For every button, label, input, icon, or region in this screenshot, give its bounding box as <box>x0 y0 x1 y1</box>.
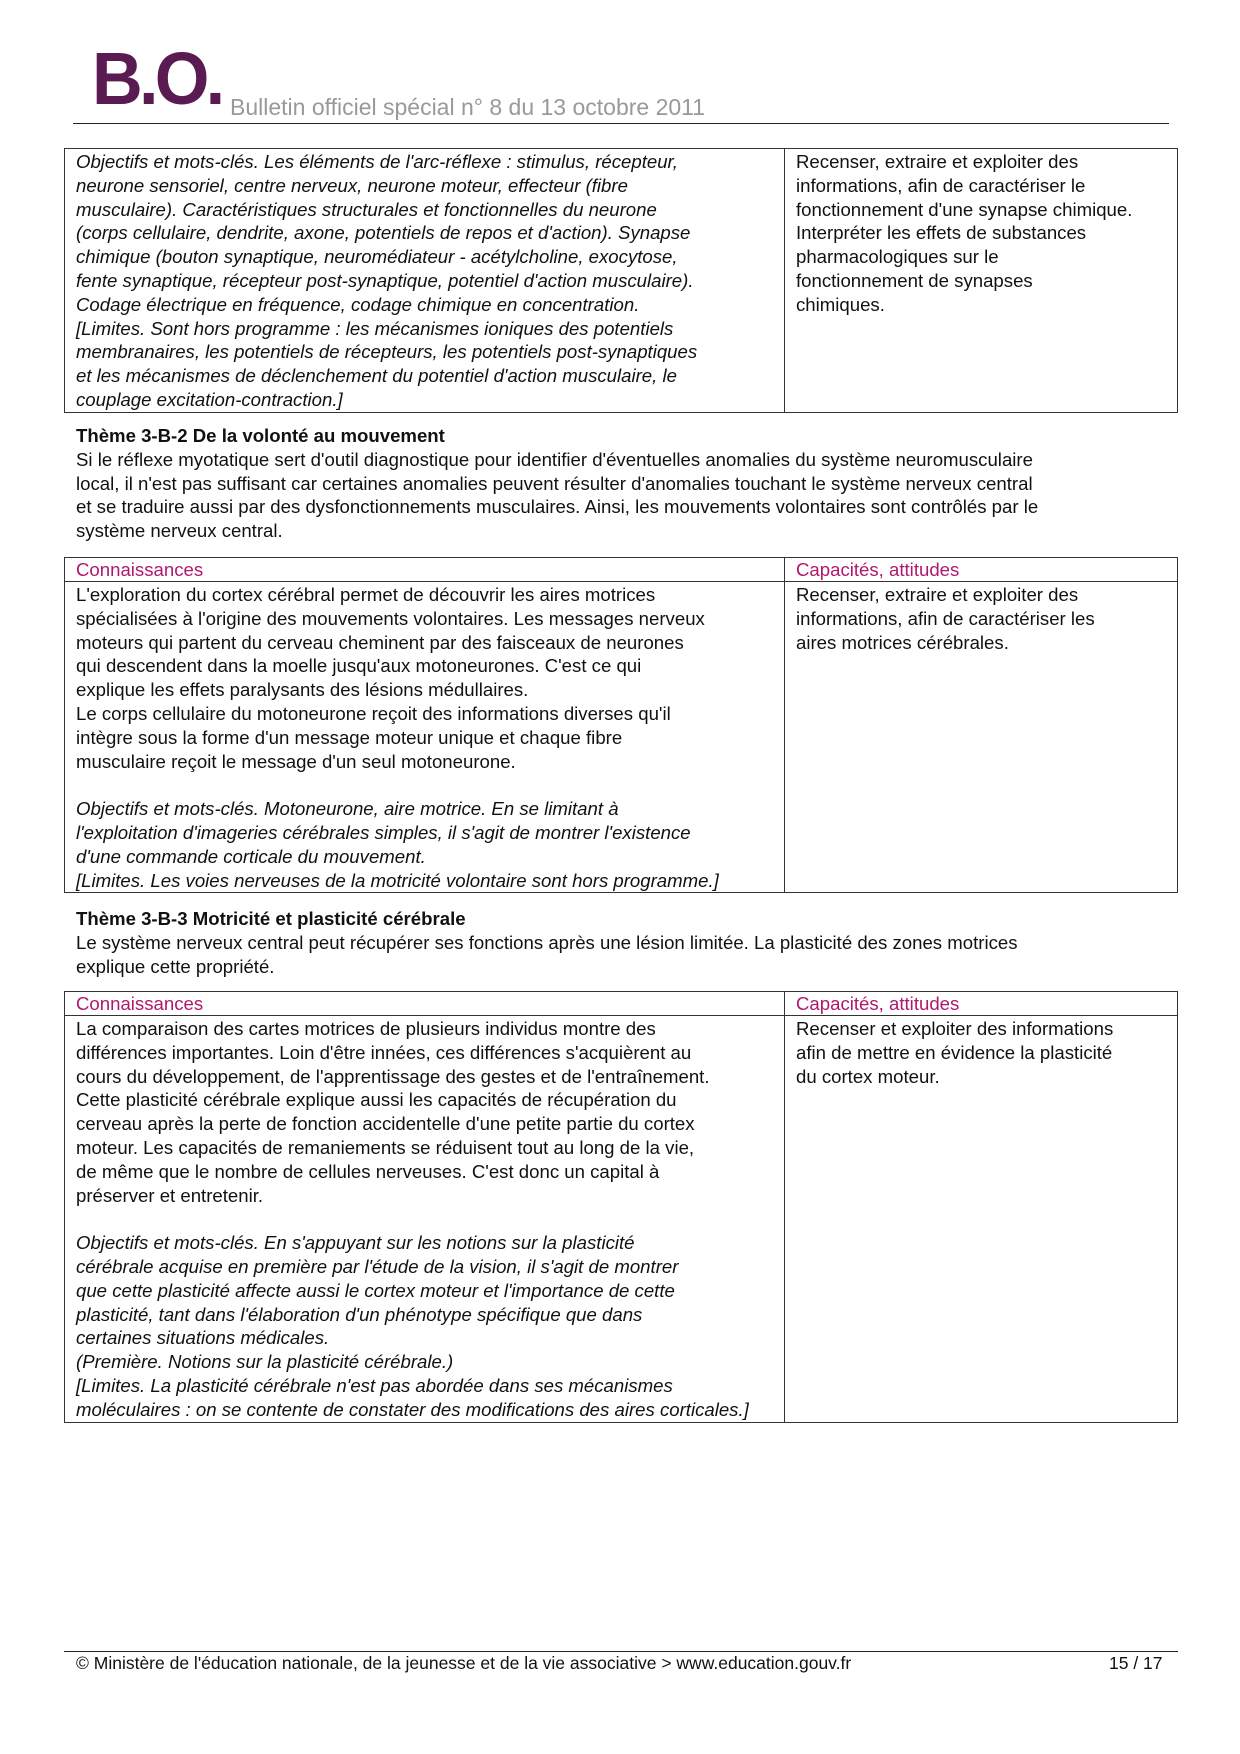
bulletin-title: Bulletin officiel spécial n° 8 du 13 octobre 2011 <box>230 94 706 120</box>
text-line: chimiques. <box>796 293 885 315</box>
text-line: (corps cellulaire, dendrite, axone, potentiels de repos et d'action). Synapse <box>76 222 691 244</box>
text-line: moteurs qui partent du cerveau cheminent par des faisceaux de neurones <box>76 631 684 653</box>
text-line: informations, afin de caractériser les <box>796 607 1095 629</box>
text-line: moteur. Les capacités de remaniements se réduisent tout au long de la vie, <box>76 1136 695 1158</box>
text-line: plasticité, tant dans l'élaboration d'un phénotype spécifique que dans <box>76 1303 643 1325</box>
text-line: de même que le nombre de cellules nerveuses. C'est donc un capital à <box>76 1160 660 1182</box>
text-line: Objectifs et mots-clés. Motoneurone, aire motrice. En se limitant à <box>76 798 619 820</box>
text-line: informations, afin de caractériser le <box>796 174 1086 196</box>
text-line: Si le réflexe myotatique sert d'outil diagnostique pour identifier d'éventuelles anomalies du système neuromusculaire <box>76 448 1033 470</box>
text-line: Objectifs et mots-clés. En s'appuyant sur les notions sur la plasticité <box>76 1232 635 1254</box>
text-line: Recenser, extraire et exploiter des <box>796 151 1079 172</box>
col-capacites: Capacités, attitudes <box>785 992 1178 1016</box>
text-line: neurone sensoriel, centre nerveux, neurone moteur, effecteur (fibre <box>76 174 628 196</box>
text-line: l'exploitation d'imageries cérébrales simples, il s'agit de montrer l'existence <box>76 821 691 843</box>
footer-divider <box>64 1651 1178 1652</box>
text-line: couplage excitation-contraction.] <box>76 388 343 410</box>
text-line: fonctionnement d'une synapse chimique. <box>796 198 1133 220</box>
table3-left <box>65 1016 785 1423</box>
table-volonte-mouvement <box>64 557 1178 893</box>
theme-3b3 <box>76 907 1176 978</box>
text-line: différences importantes. Loin d'être innées, ces différences s'acquièrent au <box>76 1041 692 1063</box>
text-line: La comparaison des cartes motrices de plusieurs individus montre des <box>76 1018 656 1039</box>
table2-objectives <box>76 797 774 892</box>
text-line: [Limites. Sont hors programme : les mécanismes ioniques des potentiels <box>76 317 674 339</box>
text-line: système nerveux central. <box>76 520 283 542</box>
text-line: cours du développement, de l'apprentissage des gestes et de l'entraînement. <box>76 1065 710 1087</box>
text-line: fonctionnement de synapses <box>796 269 1033 291</box>
footer-text: © Ministère de l'éducation nationale, de la jeunesse et de la vie associative > www.education.gouv.fr <box>76 1653 852 1673</box>
text-line: pharmacologiques sur le <box>796 246 999 268</box>
theme-3b2-title: Thème 3-B-2 De la volonté au mouvement <box>76 425 445 446</box>
text-line: cerveau après la perte de fonction accidentelle d'une petite partie du cortex <box>76 1113 695 1135</box>
text-line: cérébrale acquise en première par l'étude de la vision, il s'agit de montrer <box>76 1255 679 1277</box>
theme-3b3-text <box>76 931 1176 979</box>
col-capacites: Capacités, attitudes <box>785 558 1178 582</box>
col-connaissances: Connaissances <box>65 992 785 1016</box>
text-line: et se traduire aussi par des dysfonctionnements musculaires. Ainsi, les mouvements volontaires sont contrôlés par le <box>76 496 1039 518</box>
text-line: Objectifs et mots-clés. Les éléments de l'arc-réflexe : stimulus, récepteur, <box>76 151 678 172</box>
text-line: Le système nerveux central peut récupérer ses fonctions après une lésion limitée. La plasticité des zones motrices <box>76 931 1018 953</box>
table3-right <box>785 1016 1178 1423</box>
col-connaissances: Connaissances <box>65 558 785 582</box>
table2-right <box>785 582 1178 893</box>
bo-logo: B.O. <box>92 37 222 120</box>
text-line: (Première. Notions sur la plasticité cérébrale.) <box>76 1351 454 1373</box>
theme-3b2-text <box>76 448 1176 543</box>
table2-knowledge <box>76 583 774 773</box>
text-line: intègre sous la forme d'un message moteur unique et chaque fibre <box>76 726 623 748</box>
text-line: Cette plasticité cérébrale explique aussi les capacités de récupération du <box>76 1089 677 1111</box>
theme-3b2 <box>76 424 1176 543</box>
text-line: Interpréter les effets de substances <box>796 222 1087 244</box>
text-line: Codage électrique en fréquence, codage chimique en concentration. <box>76 293 640 315</box>
text-line: Recenser et exploiter des informations <box>796 1018 1114 1039</box>
text-line: Recenser, extraire et exploiter des <box>796 584 1079 605</box>
text-line: explique cette propriété. <box>76 955 275 977</box>
text-line: afin de mettre en évidence la plasticité <box>796 1041 1113 1063</box>
text-line: qui descendent dans la moelle jusqu'aux motoneurones. C'est ce qui <box>76 655 642 677</box>
text-line: local, il n'est pas suffisant car certaines anomalies peuvent résulter d'anomalies touchant le système nerveux central <box>76 472 1033 494</box>
text-line: musculaire reçoit le message d'un seul motoneurone. <box>76 750 516 772</box>
text-line: moléculaires : on se contente de constater des modifications des aires corticales.] <box>76 1398 749 1420</box>
text-line: d'une commande corticale du mouvement. <box>76 845 426 867</box>
text-line: membranaires, les potentiels de récepteurs, les potentiels post-synaptiques <box>76 341 698 363</box>
theme-3b3-title: Thème 3-B-3 Motricité et plasticité cérébrale <box>76 908 466 929</box>
page-number: 15 / 17 <box>1109 1653 1163 1673</box>
header-divider <box>73 123 1169 124</box>
text-line: fente synaptique, récepteur post-synaptique, potentiel d'action musculaire). <box>76 269 694 291</box>
text-line: [Limites. La plasticité cérébrale n'est pas abordée dans ses mécanismes <box>76 1374 673 1396</box>
text-line: spécialisées à l'origine des mouvements volontaires. Les messages nerveux <box>76 607 705 629</box>
text-line: explique les effets paralysants des lésions médullaires. <box>76 679 529 701</box>
table1-right <box>785 149 1178 413</box>
text-line: et les mécanismes de déclenchement du potentiel d'action musculaire, le <box>76 365 677 387</box>
table3-knowledge <box>76 1017 774 1207</box>
text-line: préserver et entretenir. <box>76 1184 264 1206</box>
table3-objectives <box>76 1231 774 1421</box>
table2-left <box>65 582 785 893</box>
text-line: certaines situations médicales. <box>76 1327 330 1349</box>
text-line: musculaire). Caractéristiques structurales et fonctionnelles du neurone <box>76 198 657 220</box>
table-arc-reflexe <box>64 148 1178 413</box>
text-line: L'exploration du cortex cérébral permet de découvrir les aires motrices <box>76 584 656 605</box>
table1-left <box>65 149 785 413</box>
text-line: que cette plasticité affecte aussi le cortex moteur et l'importance de cette <box>76 1279 675 1301</box>
text-line: chimique (bouton synaptique, neuromédiateur - acétylcholine, exocytose, <box>76 246 678 268</box>
text-line: [Limites. Les voies nerveuses de la motricité volontaire sont hors programme.] <box>76 869 719 891</box>
text-line: Le corps cellulaire du motoneurone reçoit des informations diverses qu'il <box>76 702 671 724</box>
table-plasticite <box>64 991 1178 1423</box>
text-line: du cortex moteur. <box>796 1065 940 1087</box>
text-line: aires motrices cérébrales. <box>796 631 1009 653</box>
